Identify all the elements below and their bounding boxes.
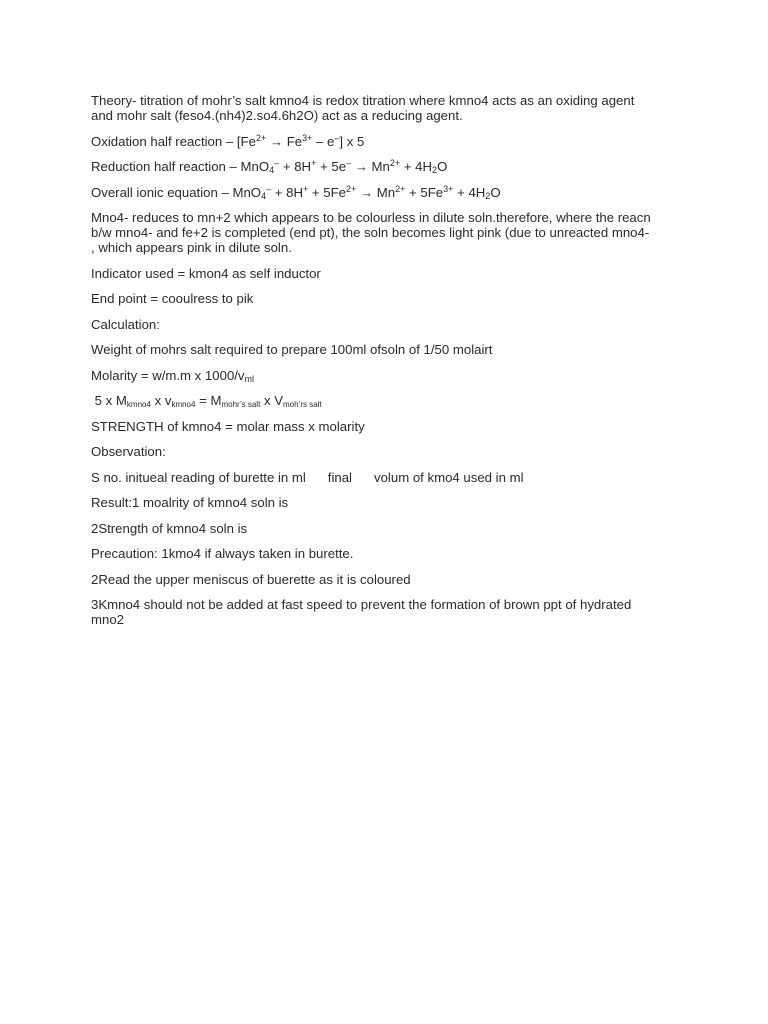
- observation-heading: Observation:: [91, 444, 166, 459]
- charge-superscript: –: [266, 183, 272, 194]
- observation-table-header: [91, 470, 671, 485]
- charge-superscript: 2+: [255, 132, 267, 143]
- oxidation-text: – e: [312, 133, 335, 149]
- precaution-3: [91, 597, 671, 627]
- indicator-line: Indicator used = kmon4 as self inductor: [91, 265, 321, 281]
- subscript: kmno4: [171, 400, 196, 409]
- reduction-half-reaction: [91, 159, 671, 174]
- result-2: 2Strength of kmno4 soln is: [91, 520, 248, 536]
- subscript: 4: [261, 190, 267, 201]
- overall-ionic-equation: [91, 185, 671, 200]
- overall-text: Overall ionic equation – MnO: [91, 184, 262, 200]
- charge-superscript: –: [274, 158, 280, 168]
- theory-line-1: Theory- titration of mohr’s salt kmno4 is redox titration where kmno4 acts as an oxiding agent: [91, 93, 635, 108]
- result-1: Result:1 moalrity of kmno4 soln is: [91, 495, 289, 510]
- overall-text: + 5Fe: [405, 184, 444, 200]
- table-header-col-3: volum of kmo4 used in ml: [374, 469, 524, 485]
- subscript: moh’rs salt: [283, 400, 322, 409]
- formula-text: = M: [195, 393, 222, 408]
- theory-paragraph: [91, 93, 671, 123]
- formula-text: x V: [260, 393, 284, 408]
- overall-text: + 8H: [271, 184, 303, 200]
- subscript: mohr’s salt: [221, 400, 261, 409]
- charge-superscript: 3+: [443, 183, 454, 194]
- charge-superscript: 3+: [302, 132, 313, 143]
- table-header-col-2: final: [327, 469, 352, 485]
- charge-superscript: 2+: [346, 183, 357, 194]
- oxidation-text: Oxidation half reaction – [Fe: [91, 133, 256, 149]
- charge-superscript: –: [346, 158, 352, 168]
- precaution-2: 2Read the upper meniscus of buerette as it is coloured: [91, 571, 411, 587]
- document-page: [91, 93, 671, 638]
- strength-line: STRENGTH of kmno4 = molar mass x molarity: [91, 418, 365, 434]
- overall-text: O: [490, 184, 501, 200]
- explanation-line-2: b/w mno4- and fe+2 is completed (end pt), the soln becomes light pink (due to unreacted mno4-: [91, 225, 650, 240]
- explanation-line-3: , which appears pink in dilute soln.: [91, 240, 292, 255]
- molarity-formula: [91, 368, 671, 383]
- precaution-1: Precaution: 1kmo4 if always taken in burette.: [91, 546, 354, 561]
- precaution-3-line-1: 3Kmno4 should not be added at fast speed to prevent the formation of brown ppt of hydrated: [91, 597, 632, 612]
- reduction-text: O: [437, 159, 448, 174]
- reduction-text: + 5e: [316, 159, 347, 174]
- charge-superscript: 2+: [389, 158, 401, 168]
- charge-superscript: +: [302, 183, 309, 194]
- charge-superscript: –: [334, 132, 340, 143]
- explanation-line-1: Mno4- reduces to mn+2 which appears to be colourless in dilute soln.therefore, where the reacn: [91, 210, 651, 225]
- oxidation-half-reaction: [91, 134, 671, 149]
- table-header-col-1: S no. initueal reading of burette in ml: [91, 469, 306, 485]
- overall-text: + 4H: [453, 184, 486, 200]
- subscript: kmno4: [126, 400, 151, 409]
- overall-text: + 5Fe: [308, 184, 347, 200]
- subscript: 2: [432, 165, 438, 175]
- subscript: ml: [244, 373, 255, 384]
- subscript: 2: [485, 190, 491, 201]
- molarity-text: Molarity = w/m.m x 1000/v: [91, 367, 245, 383]
- oxidation-text: → Fe: [266, 133, 303, 149]
- titration-formula: [91, 393, 671, 408]
- theory-line-2: and mohr salt (feso4.(nh4)2.so4.6h2O) act as a reducing agent.: [91, 108, 463, 123]
- reduction-text: + 4H: [400, 159, 433, 174]
- charge-superscript: +: [311, 158, 317, 168]
- reduction-text: Reduction half reaction – MnO: [91, 159, 270, 174]
- overall-text: → Mn: [356, 184, 396, 200]
- reduction-text: + 8H: [279, 159, 312, 174]
- weight-line: Weight of mohrs salt required to prepare 100ml ofsoln of 1/50 molairt: [91, 342, 493, 357]
- explanation-paragraph: [91, 210, 671, 255]
- reduction-text: → Mn: [351, 159, 390, 174]
- formula-text: x v: [150, 393, 172, 408]
- precaution-3-line-2: mno2: [91, 612, 124, 627]
- calculation-heading: Calculation:: [91, 316, 160, 332]
- formula-text: 5 x M: [91, 393, 127, 408]
- oxidation-text: ] x 5: [339, 133, 365, 149]
- charge-superscript: 2+: [395, 183, 406, 194]
- endpoint-line: End point = cooulress to pik: [91, 291, 254, 306]
- subscript: 4: [269, 165, 275, 175]
